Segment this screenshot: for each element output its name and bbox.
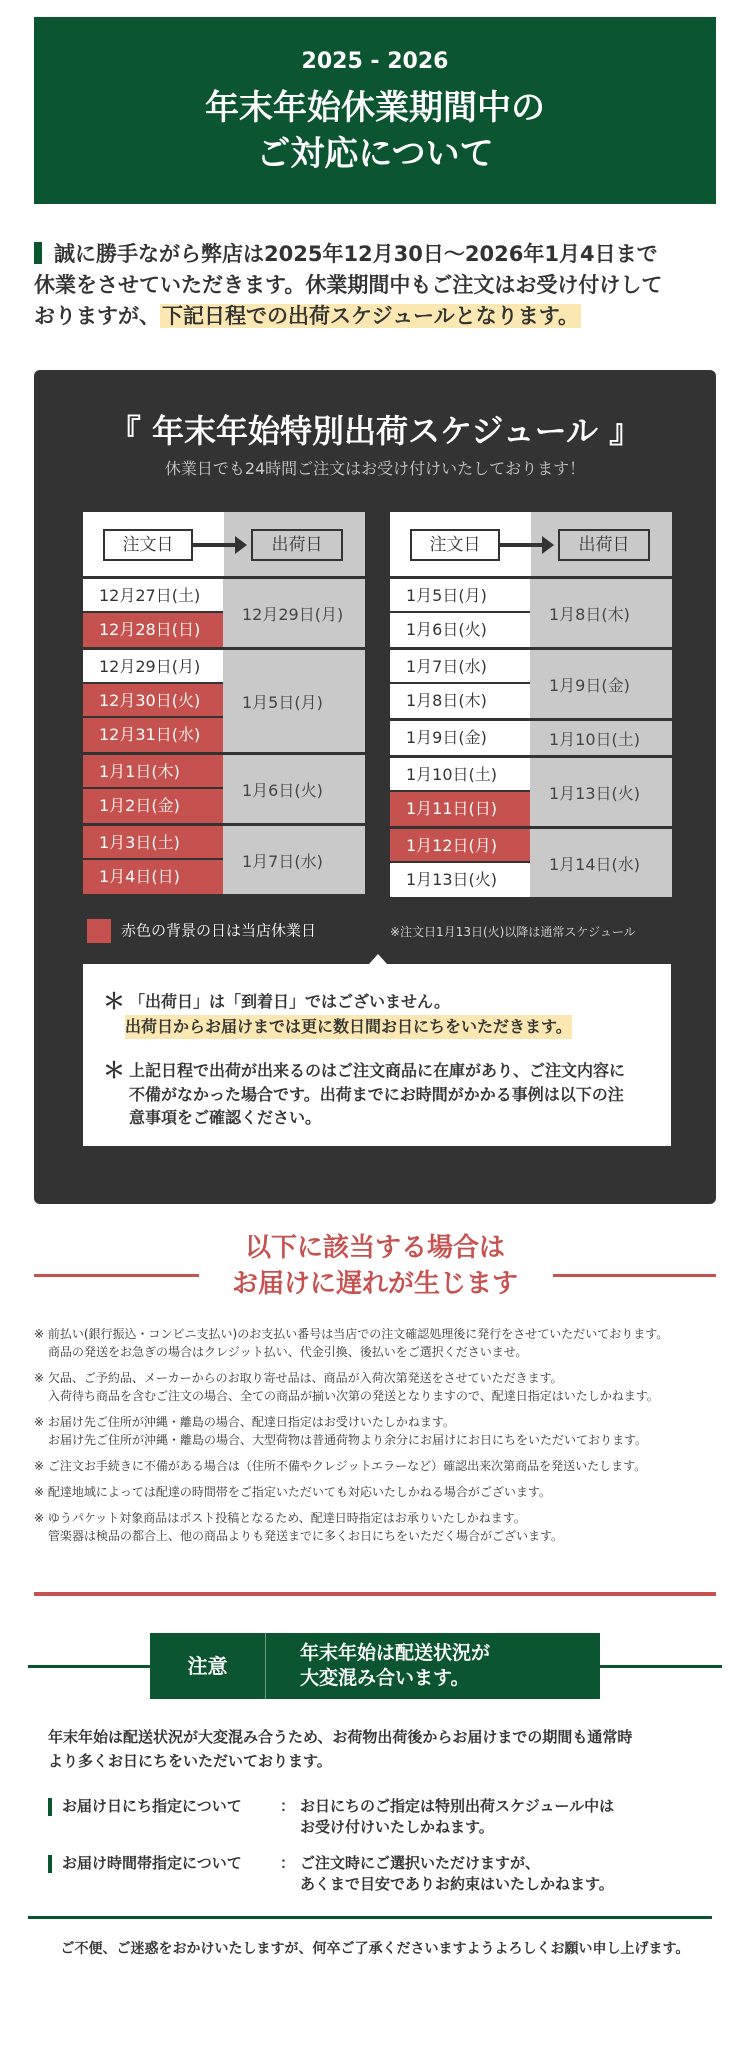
header-banner: [34, 17, 716, 204]
delay-item: [34, 1369, 734, 1405]
delay-item: [34, 1413, 734, 1449]
schedule-group: [83, 579, 365, 647]
legend-text: 赤色の背景の日は当店休業日: [121, 921, 317, 940]
delay-item-main: ※ ご注文お手続きに不備がある場合は（住所不備やクレジットエラーなど）確認出来次第商品を発送いたします。: [34, 1459, 647, 1473]
order-date: 1月9日(金): [390, 721, 530, 755]
spec-bar: [48, 1855, 52, 1873]
divider-right: [553, 1274, 716, 1277]
spec-label: お届け日にち指定について: [62, 1797, 242, 1815]
order-date: 1月5日(月): [390, 579, 530, 613]
note-1-highlight: 出荷日からお届けまでは更に数日間お日にちをいただきます。: [125, 1015, 572, 1039]
table-header: [83, 512, 365, 576]
asterisk-icon: ＊: [103, 1059, 126, 1084]
attention-message: [300, 1641, 490, 1691]
ship-date: 1月8日(木): [531, 579, 672, 647]
intro-line-2: 休業をさせていただきます。休業期間中もご注文はお受け付けして: [34, 273, 663, 297]
ship-date: 1月9日(金): [531, 650, 672, 718]
arrow-right-icon: [193, 543, 237, 547]
spec-bar: [48, 1798, 52, 1816]
delay-heading: [0, 1230, 750, 1302]
ship-date: 12月29日(月): [224, 579, 365, 647]
delay-item: [34, 1483, 734, 1501]
schedule-group: [83, 826, 365, 894]
order-date-holiday: 1月11日(日): [390, 792, 530, 826]
ship-date: 1月13日(火): [531, 758, 672, 826]
delay-item-sub: お届け先ご住所が沖縄・離島の場合、大型荷物は普通荷物より余分にお届けにお日にちをいただいております。: [48, 1433, 648, 1447]
intro-bar: [34, 242, 42, 264]
closing-text: ご不便、ご迷惑をおかけいたしますが、何卒ご了承くださいますようよろしくお願い申し上げます。: [60, 1941, 690, 1957]
schedule-group: [390, 579, 672, 647]
note-box: [83, 964, 671, 1146]
ship-date: 1月10日(土): [531, 721, 672, 755]
holiday-swatch: [87, 919, 111, 943]
delay-heading-line-1: 以下に該当する場合は: [244, 1233, 505, 1263]
order-date-holiday: 12月30日(火): [83, 684, 223, 718]
ship-date-label: 出荷日: [251, 529, 343, 561]
spec-value: [300, 1796, 614, 1838]
delay-item-main: ※ ゆうパケット対象商品はポスト投稿となるため、配達日時指定はお承りいたしかねます。: [34, 1511, 526, 1525]
schedule-group: [83, 650, 365, 752]
asterisk-icon: ＊: [103, 990, 126, 1015]
order-date: 1月8日(木): [390, 684, 530, 718]
ship-date: 1月5日(月): [224, 650, 365, 752]
title-line-1: 年末年始休業期間中の: [205, 88, 545, 128]
spec-value-line-2: お受け付けいたしかねます。: [300, 1818, 494, 1836]
order-date: 12月27日(土): [83, 579, 223, 613]
spec-colon: ：: [280, 1854, 296, 1872]
note-1-text: 「出荷日」は「到着日」ではございません。: [129, 992, 450, 1011]
order-date: 1月13日(火): [390, 863, 530, 897]
ship-date-label: 出荷日: [558, 529, 650, 561]
intro-line-1: 誠に勝手ながら弊店は2025年12月30日～2026年1月4日まで: [54, 242, 658, 266]
attention-message-line-1: 年末年始は配送状況が: [300, 1642, 491, 1664]
delay-item-sub: 管楽器は検品の都合上、他の商品よりも発送までに多くお日にちをいただく場合がございます。: [48, 1529, 564, 1543]
schedule-group: [83, 755, 365, 823]
ship-date: 1月7日(水): [224, 826, 365, 894]
attention-banner: [150, 1633, 600, 1699]
attention-label: 注意: [150, 1633, 266, 1699]
note-2-line-1: 上記日程で出荷が出来るのはご注文商品に在庫があり、ご注文内容に: [129, 1061, 626, 1080]
ship-date: 1月6日(火): [224, 755, 365, 823]
order-date-holiday: 1月3日(土): [83, 826, 223, 860]
delay-item-main: ※ 配達地域によっては配達の時間帯をご指定いただいても対応いたしかねる場合がございます。: [34, 1485, 551, 1499]
order-date: 1月10日(土): [390, 758, 530, 792]
delay-item-main: ※ 欠品、ご予約品、メーカーからのお取り寄せ品は、商品が入荷次第発送をさせていただきます。: [34, 1371, 563, 1385]
spec-value-line-2: あくまで目安でありお約束はいたしかねます。: [300, 1875, 614, 1893]
attention-body: [48, 1725, 708, 1773]
attention-message-line-2: 大変混み合います。: [300, 1667, 470, 1689]
order-date: 1月7日(水): [390, 650, 530, 684]
order-date-holiday: 1月4日(日): [83, 860, 223, 894]
spec-value-line-1: お日にちのご指定は特別出荷スケジュール中は: [300, 1797, 615, 1815]
schedule-title: 『 年末年始特別出荷スケジュール 』: [108, 412, 642, 450]
schedule-table-right: [390, 512, 672, 897]
order-date-label: 注文日: [103, 529, 193, 561]
ship-date: 1月14日(水): [531, 829, 672, 897]
delay-item-main: ※ お届け先ご住所が沖縄・離島の場合、配達日指定はお受けいたしかねます。: [34, 1415, 455, 1429]
intro-line-3-prefix: おりますが、: [34, 304, 160, 328]
attention-body-line-2: より多くお日にちをいただいております。: [48, 1752, 332, 1770]
attention-body-line-1: 年末年始は配送状況が大変混み合うため、お荷物出荷後からお届けまでの期間も通常時: [48, 1728, 633, 1746]
title-line-2: ご対応について: [256, 134, 494, 174]
intro-highlight: 下記日程での出荷スケジュールとなります。: [162, 304, 580, 328]
order-date-holiday: 1月1日(木): [83, 755, 223, 789]
holiday-legend: [87, 919, 316, 943]
intro-text: [34, 239, 724, 332]
note-1: [103, 990, 572, 1039]
order-date-holiday: 1月2日(金): [83, 789, 223, 823]
header-years: 2025 - 2026: [301, 49, 449, 74]
order-date-holiday: 12月31日(水): [83, 718, 223, 752]
order-date-label: 注文日: [410, 529, 500, 561]
schedule-panel: [34, 370, 716, 1204]
delay-item-sub: 入荷待ち商品を含むご注文の場合、全ての商品が揃い次第の発送となりますので、配達日指定はいたしかねます。: [48, 1389, 659, 1403]
divider-red: [34, 1592, 716, 1596]
divider-left: [34, 1274, 199, 1277]
delay-item: [34, 1457, 734, 1475]
delay-list: [34, 1325, 734, 1553]
spec-value: [300, 1853, 614, 1895]
schedule-table-left: [83, 512, 365, 894]
schedule-group: [390, 650, 672, 718]
note-2-line-2: 不備がなかった場合です。出荷までにお時間がかかる事例は以下の注: [129, 1085, 624, 1104]
page-title: [34, 85, 716, 177]
schedule-group: [390, 829, 672, 897]
schedule-subtitle: 休業日でも24時間ご注文はお受け付けいたしております！: [164, 459, 586, 478]
note-2: [103, 1059, 663, 1129]
order-date-holiday: 12月28日(日): [83, 613, 223, 647]
delay-item-main: ※ 前払い(銀行振込・コンビニ支払い)のお支払い番号は当店での注文確認処理後に発行をさせていただいております。: [34, 1327, 669, 1341]
spec-colon: ：: [280, 1797, 296, 1815]
schedule-group: [390, 758, 672, 826]
delay-item: [34, 1509, 734, 1545]
after-note: ※注文日1月13日(火)以降は通常スケジュール: [390, 925, 636, 939]
schedule-group: [390, 721, 672, 755]
delay-item-sub: 商品の発送をお急ぎの場合はクレジット払い、代金引換、後払いをご選択くださいませ。: [48, 1345, 528, 1359]
delay-heading-line-2: お届けに遅れが生じます: [231, 1269, 518, 1299]
arrow-right-icon: [500, 543, 544, 547]
divider-green-bottom: [28, 1916, 712, 1919]
spec-label: お届け時間帯指定について: [62, 1854, 242, 1872]
order-date: 12月29日(月): [83, 650, 223, 684]
order-date-holiday: 1月12日(月): [390, 829, 530, 863]
spec-value-line-1: ご注文時にご選択いただけますが、: [300, 1854, 541, 1872]
note-2-line-3: 意事項をご確認ください。: [129, 1108, 322, 1127]
order-date: 1月6日(火): [390, 613, 530, 647]
delay-item: [34, 1325, 734, 1361]
table-header: [390, 512, 672, 576]
